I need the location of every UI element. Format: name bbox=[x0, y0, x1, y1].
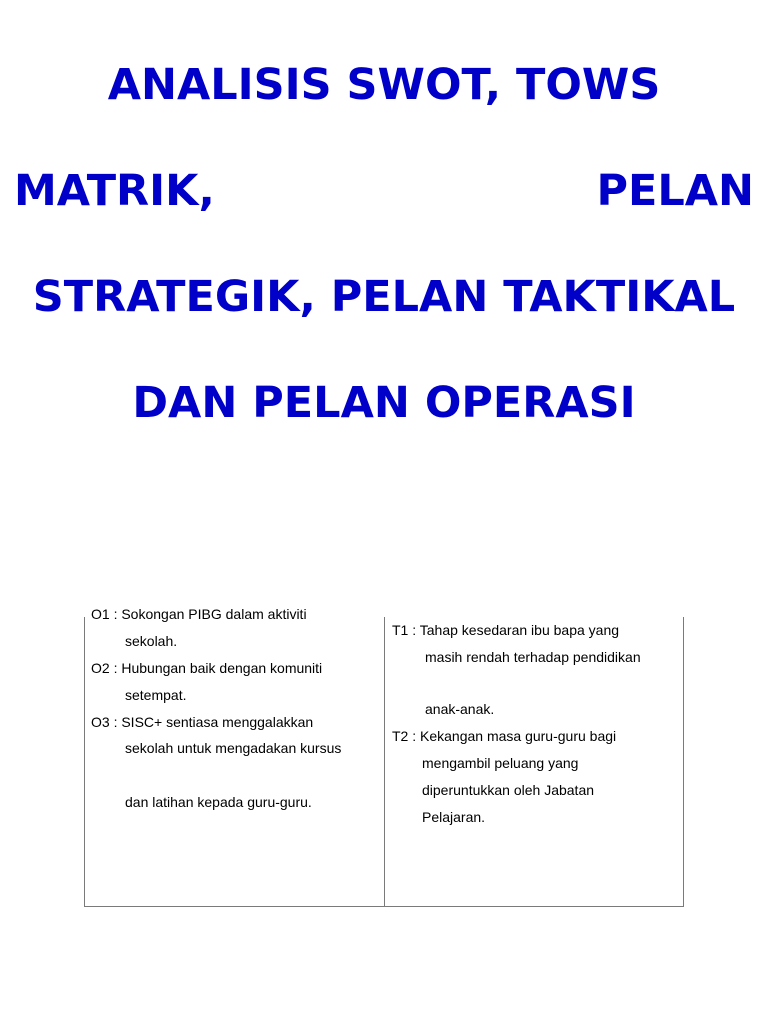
threat-item: masih rendah terhadap pendidikan bbox=[425, 649, 641, 665]
title-line-2-left: MATRIK, bbox=[14, 166, 215, 216]
threat-item: T2 : Kekangan masa guru-guru bagi bbox=[392, 728, 617, 744]
opportunity-item: sekolah untuk mengadakan kursus bbox=[125, 740, 342, 756]
opportunity-item: O3 : SISC+ sentiasa menggalakkan bbox=[91, 714, 314, 730]
opportunity-item: dan latihan kepada guru-guru. bbox=[125, 794, 312, 810]
tows-table bbox=[84, 606, 684, 907]
threats-cell bbox=[385, 617, 683, 906]
threat-item: mengambil peluang yang bbox=[422, 755, 579, 771]
title-line-3: STRATEGIK, PELAN TAKTIKAL bbox=[32, 272, 736, 322]
threat-item: anak-anak. bbox=[425, 701, 495, 717]
title-area bbox=[0, 0, 768, 428]
threat-item: T1 : Tahap kesedaran ibu bapa yang bbox=[392, 622, 620, 638]
title-line-1: ANALISIS SWOT, TOWS bbox=[107, 60, 661, 110]
opportunity-item: setempat. bbox=[125, 687, 187, 703]
opportunity-item: O2 : Hubungan baik dengan komuniti bbox=[91, 660, 323, 676]
opportunity-item: O1 : Sokongan PIBG dalam aktiviti bbox=[91, 606, 307, 622]
page-title bbox=[0, 0, 768, 483]
threat-item: diperuntukkan oleh Jabatan bbox=[422, 782, 595, 798]
threat-item: Pelajaran. bbox=[422, 809, 486, 825]
title-line-4: DAN PELAN OPERASI bbox=[132, 378, 636, 428]
opportunities-cell bbox=[85, 606, 385, 906]
opportunity-item: sekolah. bbox=[125, 633, 178, 649]
title-line-2 bbox=[14, 165, 754, 218]
title-line-2-right: PELAN bbox=[596, 166, 754, 216]
